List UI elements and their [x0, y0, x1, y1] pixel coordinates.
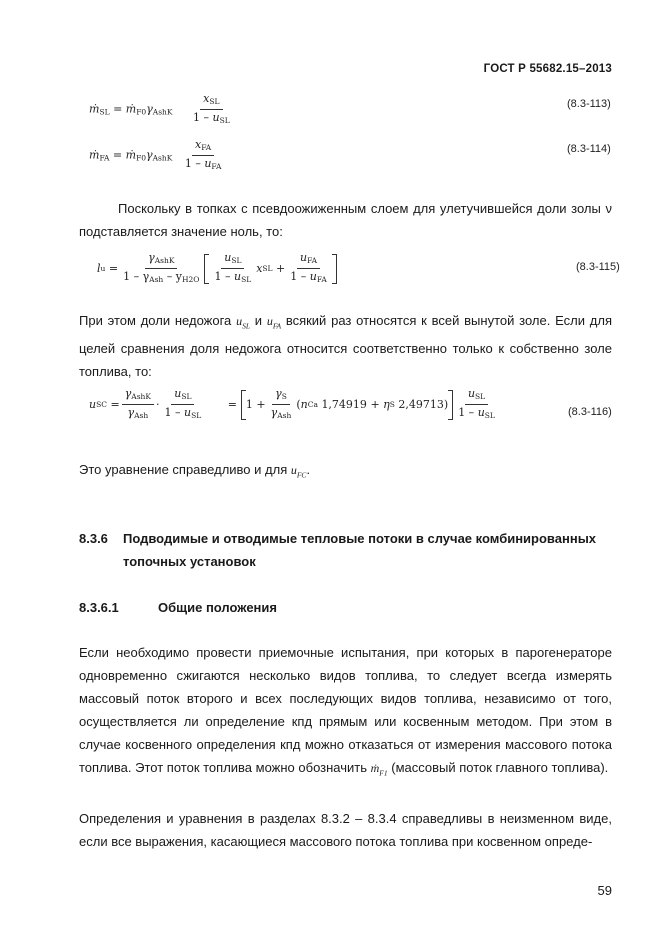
page-number: 59 — [597, 883, 612, 898]
equation-8-3-116: u SC = $\frac{\gamma_{AshK}}{\gamma_{Ash}}$ · $\frac{u_{SL}}{1 - u_{SL}}$ = 1 + $\frac{\gamma_S}{\gamma_{Ash}}$ ( n Ca 1,74919 + η S 2,49713 ) $\frac{u_{SL}}{1 - u_{SL}}$ — [89, 387, 495, 420]
paragraph: При этом доли недожога $u_{SL}$ и $u_{FA}$ всякий раз относятся к всей вынутой золе. Если для целей сравнения доля недожога относится соответственно только к собственно золе топлива, то: — [79, 313, 612, 380]
equation-number: (8.3-113) — [567, 98, 611, 110]
paragraph: Это уравнение справедливо и для $u_{FC}$. — [79, 462, 311, 480]
equation-8-3-115: l u = $\frac{\gamma_{AshK}}{1 - \gamma_{Ash} - y_{H2O}}$ $\frac{u_{SL}}{1 - u_{SL}}$ x SL + $\frac{u_{FA}}{1 - u_{FA}}$ — [97, 251, 337, 286]
paragraph: Определения и уравнения в разделах 8.3.2 – 8.3.4 справедливы в неизменном виде, если все выражения, касающиеся массового потока топлива при косвенном опреде- — [79, 811, 612, 849]
paragraph: Поскольку в топках с псевдоожиженным слоем для улетучившейся доли золы ν подставляется значение ноль, то: — [79, 201, 612, 239]
equation-8-3-113: ṁ$_{SL}$ = $ṁ_{F0}\gamma_{AshK}$ $\frac{x_{SL}}{1 - u_{SL}}$ — [89, 92, 230, 125]
equation-number: (8.3-114) — [567, 143, 611, 155]
equation-8-3-114: ṁ$_{FA}$ = $ṁ_{F0}\gamma_{AshK}$ $\frac{x_{FA}}{1 - u_{FA}}$ — [89, 138, 222, 171]
section-heading-8-3-6-1: 8.3.6.1 Общие положения — [79, 600, 277, 615]
equation-number: (8.3-115) — [576, 261, 620, 273]
section-heading-8-3-6: 8.3.6 Подводимые и отводимые тепловые потоки в случае комбинированных топочных установок — [79, 531, 597, 569]
equation-number: (8.3-116) — [568, 406, 612, 418]
document-id-header: ГОСТ Р 55682.15–2013 — [483, 63, 612, 75]
paragraph: Если необходимо провести приемочные испытания, при которых в парогенераторе одновременно сжигаются несколько видов топлива, то следует всегда измерять массовый поток второго и всех последующих видов топлива, независимо от того, осуществляется ли определение кпд прямым или косвенным методом. При этом в случае косвенного определения кпд можно отказаться от измерения массового потока топлива. Этот поток топлива можно обозначить ṁ$_{F1}$ (массовый поток главного топлива). — [79, 645, 612, 778]
